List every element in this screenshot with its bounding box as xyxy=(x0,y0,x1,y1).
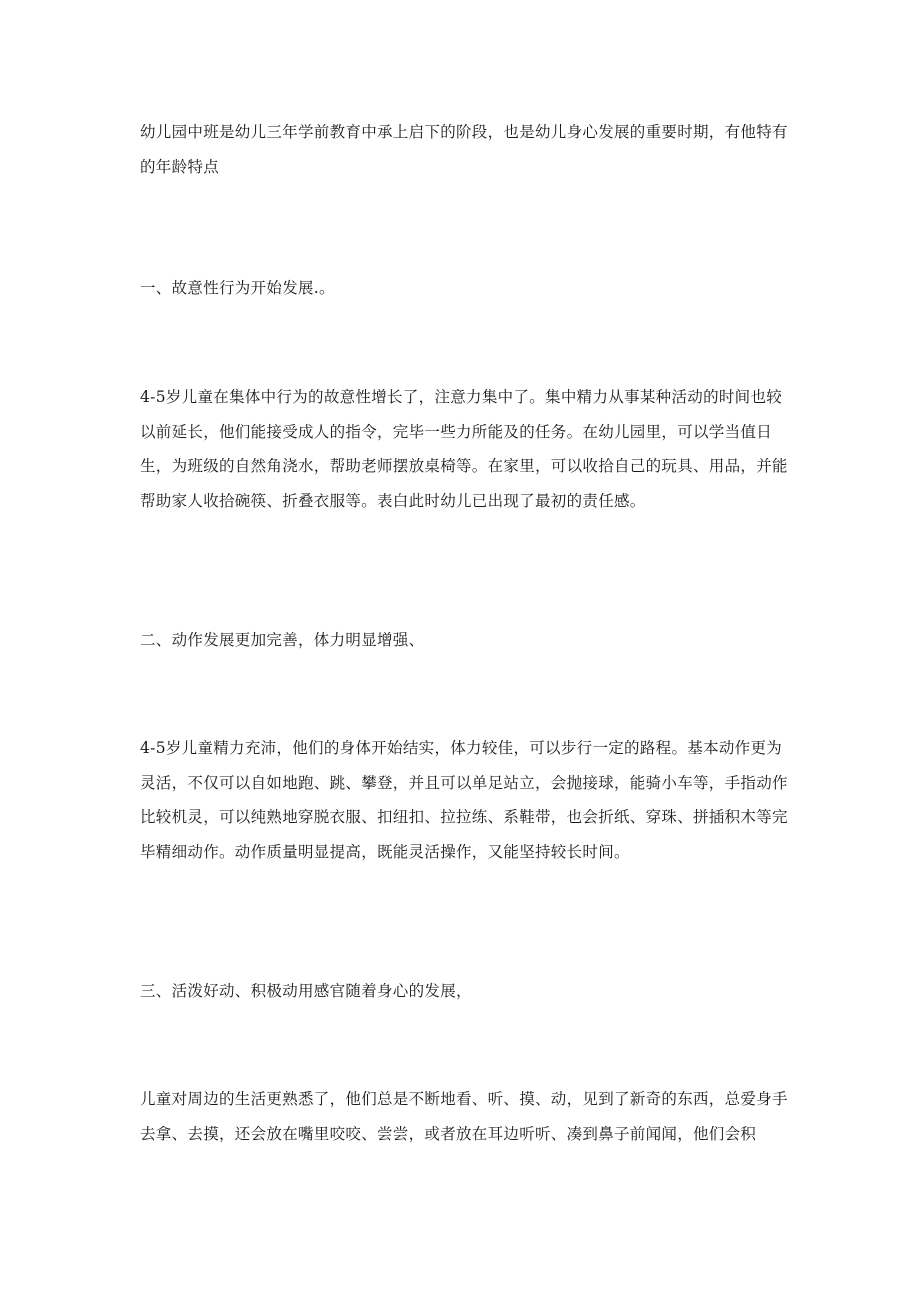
section-2-heading: 二、动作发展更加完善，体力明显增强、 xyxy=(140,631,425,649)
section-1-heading: 一、故意性行为开始发展.。 xyxy=(140,279,335,297)
section-3-heading: 三、活泼好动、积极动用感官随着身心的发展， xyxy=(140,982,472,1000)
section-3-body: 儿童对周边的生活更熟悉了，他们总是不断地看、听、摸、动，见到了新奇的东西，总爱身手去拿、去摸，还会放在嘴里咬咬、尝尝，或者放在耳边听听、凑到鼻子前闻闻，他们会积 xyxy=(140,1090,788,1143)
intro-paragraph: 幼儿园中班是幼儿三年学前教育中承上启下的阶段，也是幼儿身心发展的重要时期，有他特有的年龄特点 xyxy=(140,123,788,176)
section-2-body: 4-5岁儿童精力充沛，他们的身体开始结实，体力较佳，可以步行一定的路程。基本动作更为灵活，不仅可以自如地跑、跳、攀登，并且可以单足站立，会抛接球，能骑小车等，手指动作比较机灵，可以纯熟地穿脱衣服、扣纽扣、拉拉练、系鞋带，也会折纸、穿珠、拼插积木等完毕精细动作。动作质量明显提高，既能灵活操作，又能坚持较长时间。 xyxy=(140,739,788,861)
section-1-body: 4-5岁儿童在集体中行为的故意性增长了，注意力集中了。集中精力从事某种活动的时间也较以前延长，他们能接受成人的指令，完毕一些力所能及的任务。在幼儿园里，可以学当值日生，为班级的自然角浇水，帮助老师摆放桌椅等。在家里，可以收拾自己的玩具、用品，并能帮助家人收拾碗筷、折叠衣服等。表白此时幼儿已出现了最初的责任感。 xyxy=(140,388,788,510)
